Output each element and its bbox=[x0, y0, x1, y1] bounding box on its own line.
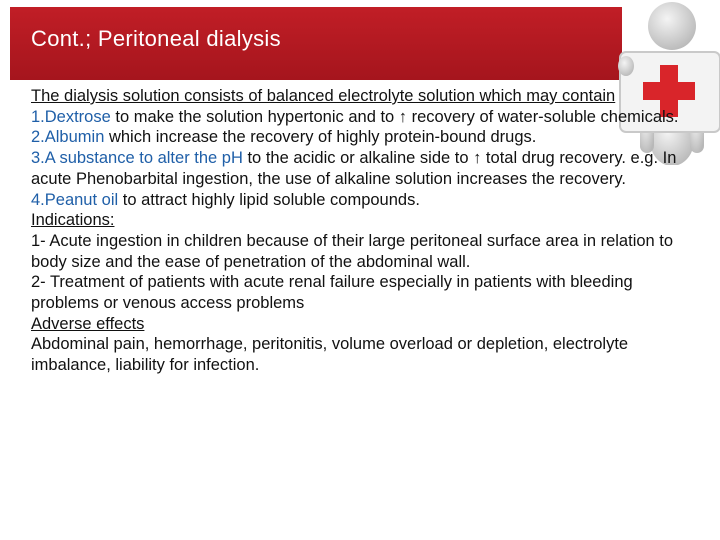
adverse-heading: Adverse effects bbox=[31, 314, 145, 333]
item-text: to make the solution hypertonic and to ↑ recovery of water-soluble chemicals. bbox=[110, 107, 679, 126]
item-lead: 1.Dextrose bbox=[31, 107, 111, 126]
item-text: to attract highly lipid soluble compounds. bbox=[118, 190, 420, 209]
list-item bbox=[31, 148, 691, 189]
item-lead: 3.A substance to alter the pH bbox=[31, 149, 243, 168]
adverse-text: Abdominal pain, hemorrhage, peritonitis, volume overload or depletion, electrolyte imbalance, liability for infection. bbox=[31, 335, 629, 375]
indications-heading: Indications: bbox=[31, 211, 115, 230]
list-item bbox=[31, 107, 691, 128]
item-lead: 2.Albumin bbox=[31, 128, 105, 147]
item-text: which increase the recovery of highly protein-bound drugs. bbox=[104, 128, 537, 147]
list-item bbox=[31, 190, 691, 211]
item-text: to the acidic or alkaline side to ↑ total drug recovery. e.g. In acute Phenobarbital ingestion, the use of alkaline solution increases the recovery. bbox=[31, 149, 677, 188]
item-lead: 4.Peanut oil bbox=[31, 190, 119, 209]
indication-item: 1- Acute ingestion in children because of their large peritoneal surface area in relation to body size and the ease of penetration of the abdominal wall. bbox=[31, 231, 674, 271]
slide-body bbox=[31, 86, 691, 376]
indication-item: 2- Treatment of patients with acute renal failure especially in patients with bleeding problems or venous access problems bbox=[31, 273, 633, 313]
title-bar bbox=[10, 7, 622, 80]
list-item bbox=[31, 127, 691, 148]
intro-text: The dialysis solution consists of balanced electrolyte solution which may contain bbox=[31, 87, 616, 105]
slide-title: Cont.; Peritoneal dialysis bbox=[31, 26, 281, 51]
